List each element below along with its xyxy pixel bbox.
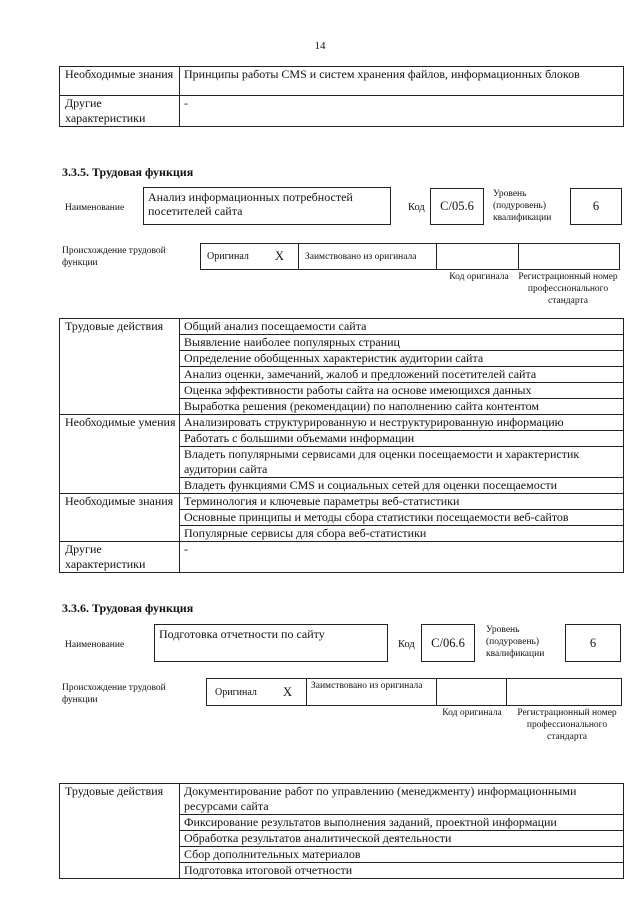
table-cell: - bbox=[180, 96, 624, 127]
section-title: 3.3.5. Трудовая функция bbox=[62, 165, 194, 179]
code-box bbox=[430, 188, 484, 225]
category-cell: Необходимые знания bbox=[60, 494, 180, 542]
category-cell: Необходимые умения bbox=[60, 415, 180, 494]
name-label: Наименование bbox=[65, 640, 125, 650]
original-label: Оригинал bbox=[207, 251, 249, 262]
origin-row bbox=[206, 678, 622, 706]
origin-label: Происхождение трудовой функции bbox=[62, 683, 166, 705]
table-cell: Работать с большими объемами информации bbox=[180, 431, 624, 447]
table-cell: Владеть популярными сервисами для оценки посещаемости и характеристик аудитории сайта bbox=[180, 447, 624, 478]
table-cell: Основные принципы и методы сбора статистики посещаемости веб-сайтов bbox=[180, 510, 624, 526]
original-mark: X bbox=[282, 684, 292, 699]
table-cell: Выявление наиболее популярных страниц bbox=[180, 335, 624, 351]
code-original-label: Код оригинала bbox=[442, 708, 502, 718]
level-label: Уровень (подуровень) квалификации bbox=[493, 189, 552, 223]
reg-number-label: Регистрационный номер профессионального стандарта bbox=[517, 708, 617, 742]
table-cell: Принципы работы CMS и систем хранения файлов, информационных блоков bbox=[180, 67, 624, 96]
table-cell: Фиксирование результатов выполнения заданий, проектной информации bbox=[180, 815, 624, 831]
name-label: Наименование bbox=[65, 203, 125, 213]
section2-table bbox=[59, 783, 624, 879]
table-cell: Популярные сервисы для сбора веб-статистики bbox=[180, 526, 624, 542]
original-cell bbox=[201, 244, 299, 269]
code-label: Код bbox=[408, 202, 425, 213]
original-cell bbox=[207, 679, 307, 705]
table-cell: Терминология и ключевые параметры веб-статистики bbox=[180, 494, 624, 510]
category-cell: Необходимые знания bbox=[60, 67, 180, 96]
code-original-label: Код оригинала bbox=[449, 272, 509, 282]
table-cell: Общий анализ посещаемости сайта bbox=[180, 319, 624, 335]
table-cell: Выработка решения (рекомендации) по наполнению сайта контентом bbox=[180, 399, 624, 415]
reg-number-cell bbox=[519, 244, 619, 269]
level-box bbox=[570, 188, 622, 225]
category-cell: Трудовые действия bbox=[60, 784, 180, 879]
table-cell: Владеть функциями CMS и социальных сетей для оценки посещаемости bbox=[180, 478, 624, 494]
level-label: Уровень (подуровень) квалификации bbox=[486, 625, 545, 659]
original-label: Оригинал bbox=[215, 686, 257, 698]
table-cell: - bbox=[180, 542, 624, 573]
code-label: Код bbox=[398, 639, 415, 650]
function-name-box bbox=[154, 624, 388, 662]
function-name: Анализ информационных потребностей посетителей сайта bbox=[148, 190, 353, 218]
origin-row bbox=[200, 243, 620, 270]
table-cell: Оценка эффективности работы сайта на основе имеющихся данных bbox=[180, 383, 624, 399]
table-cell: Анализ оценки, замечаний, жалоб и предложений посетителей сайта bbox=[180, 367, 624, 383]
table-cell: Сбор дополнительных материалов bbox=[180, 847, 624, 863]
code-value: C/05.6 bbox=[440, 199, 474, 213]
reg-number-cell bbox=[507, 679, 621, 705]
table-cell: Документирование работ по управлению (менеджменту) информационными ресурсами сайта bbox=[180, 784, 624, 815]
function-name: Подготовка отчетности по сайту bbox=[159, 627, 325, 641]
section-title: 3.3.6. Трудовая функция bbox=[62, 601, 194, 615]
table-cell: Подготовка итоговой отчетности bbox=[180, 863, 624, 879]
reg-number-label: Регистрационный номер профессионального стандарта bbox=[518, 272, 618, 306]
table-cell: Определение обобщенных характеристик аудитории сайта bbox=[180, 351, 624, 367]
section1-table bbox=[59, 318, 624, 573]
page-number: 14 bbox=[314, 40, 326, 52]
top-table bbox=[59, 66, 624, 127]
category-cell: Другие характеристики bbox=[60, 542, 180, 573]
original-mark: X bbox=[274, 249, 284, 263]
function-name-box bbox=[143, 187, 391, 225]
level-value: 6 bbox=[589, 635, 597, 650]
borrowed-label: Заимствовано из оригинала bbox=[299, 244, 437, 269]
code-value: C/06.6 bbox=[431, 635, 465, 650]
table-cell: Обработка результатов аналитической деятельности bbox=[180, 831, 624, 847]
category-cell: Другие характеристики bbox=[60, 96, 180, 127]
code-original-cell bbox=[437, 679, 507, 705]
origin-label: Происхождение трудовой функции bbox=[62, 246, 166, 268]
borrowed-label: Заимствовано из оригинала bbox=[307, 679, 437, 705]
level-box bbox=[565, 624, 621, 662]
code-box bbox=[421, 624, 475, 662]
table-cell: Анализировать структурированную и неструктурированную информацию bbox=[180, 415, 624, 431]
level-value: 6 bbox=[592, 199, 600, 213]
code-original-cell bbox=[437, 244, 519, 269]
category-cell: Трудовые действия bbox=[60, 319, 180, 415]
